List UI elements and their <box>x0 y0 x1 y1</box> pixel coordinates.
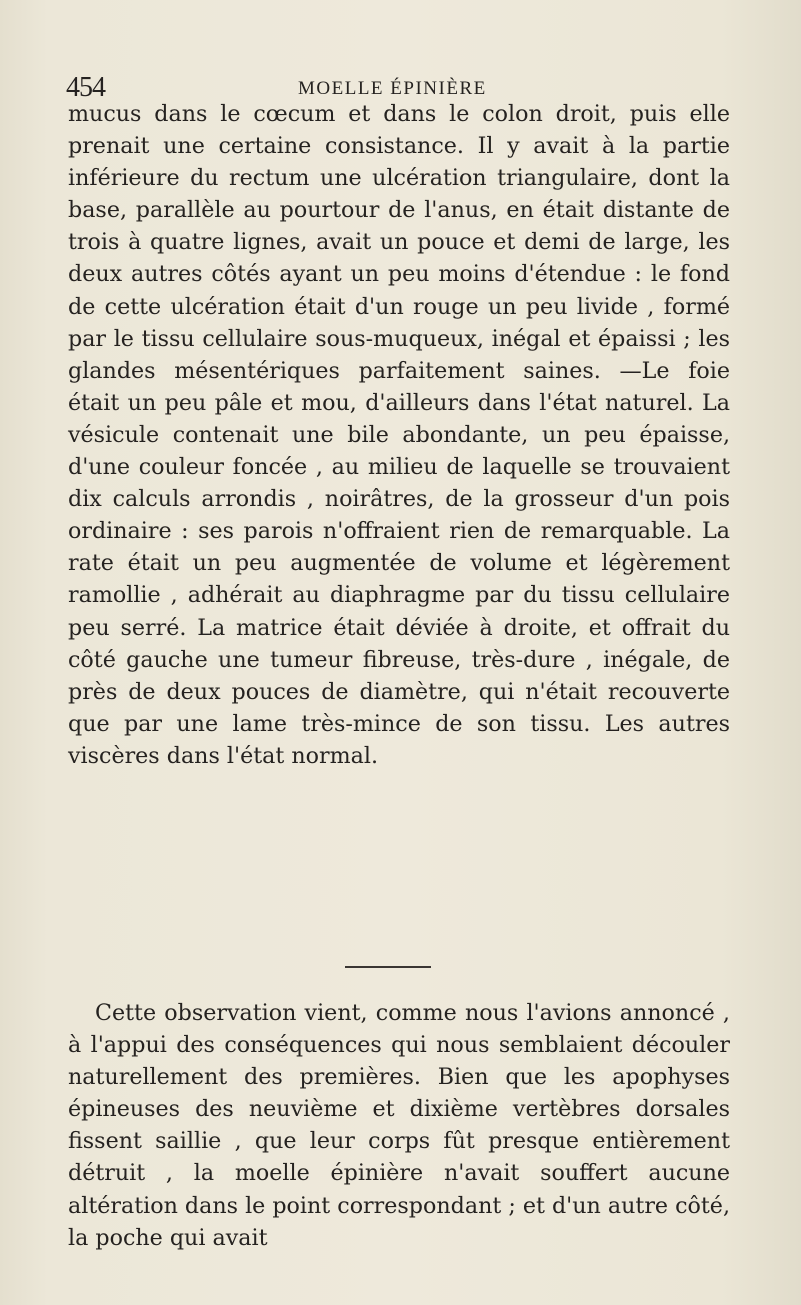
running-head: MOELLE ÉPINIÈRE <box>298 78 487 99</box>
section-divider <box>345 966 431 968</box>
page-number: 454 <box>66 72 105 103</box>
paragraph-1: mucus dans le cœcum et dans le colon droit, puis elle prenait une certaine consistance. Il y avait à la partie inférieure du rectum une ulcération triangulaire, dont la base, parallèle au pourtour de l'anus, en était distante de trois à quatre lignes, avait un pouce et demi de large, les deux autres côtés ayant un peu moins d'étendue : le fond de cette ulcération était d'un rouge un peu livide , formé par le tissu cellulaire sous-muqueux, inégal et épaissi ; les glandes mésentériques parfaitement saines. —Le foie était un peu pâle et mou, d'ailleurs dans l'état naturel. La vésicule contenait une bile abondante, un peu épaisse, d'une couleur foncée , au milieu de laquelle se trouvaient dix calculs arrondis , noirâtres, de la grosseur d'un pois ordinaire : ses parois n'offraient rien de remarquable. La rate était un peu augmentée de volume et légèrement ramollie , adhérait au diaphragme par du tissu cellulaire peu serré. La matrice était déviée à droite, et offrait du côté gauche une tumeur fibreuse, très-dure , inégale, de près de deux pouces de diamètre, qui n'était recouverte que par une lame très-mince de son tissu. Les autres viscères dans l'état normal. <box>68 101 730 769</box>
paragraph-2: Cette observation vient, comme nous l'avions annoncé , à l'appui des conséquences qui nous semblaient découler naturellement des premières. Bien que les apophyses épineuses des neuvième et dixième vertèbres dorsales fissent saillie , que leur corps fût presque entièrement détruit , la moelle épinière n'avait souffert aucune altération dans le point correspondant ; et d'un autre côté, la poche qui avait <box>68 1000 730 1251</box>
